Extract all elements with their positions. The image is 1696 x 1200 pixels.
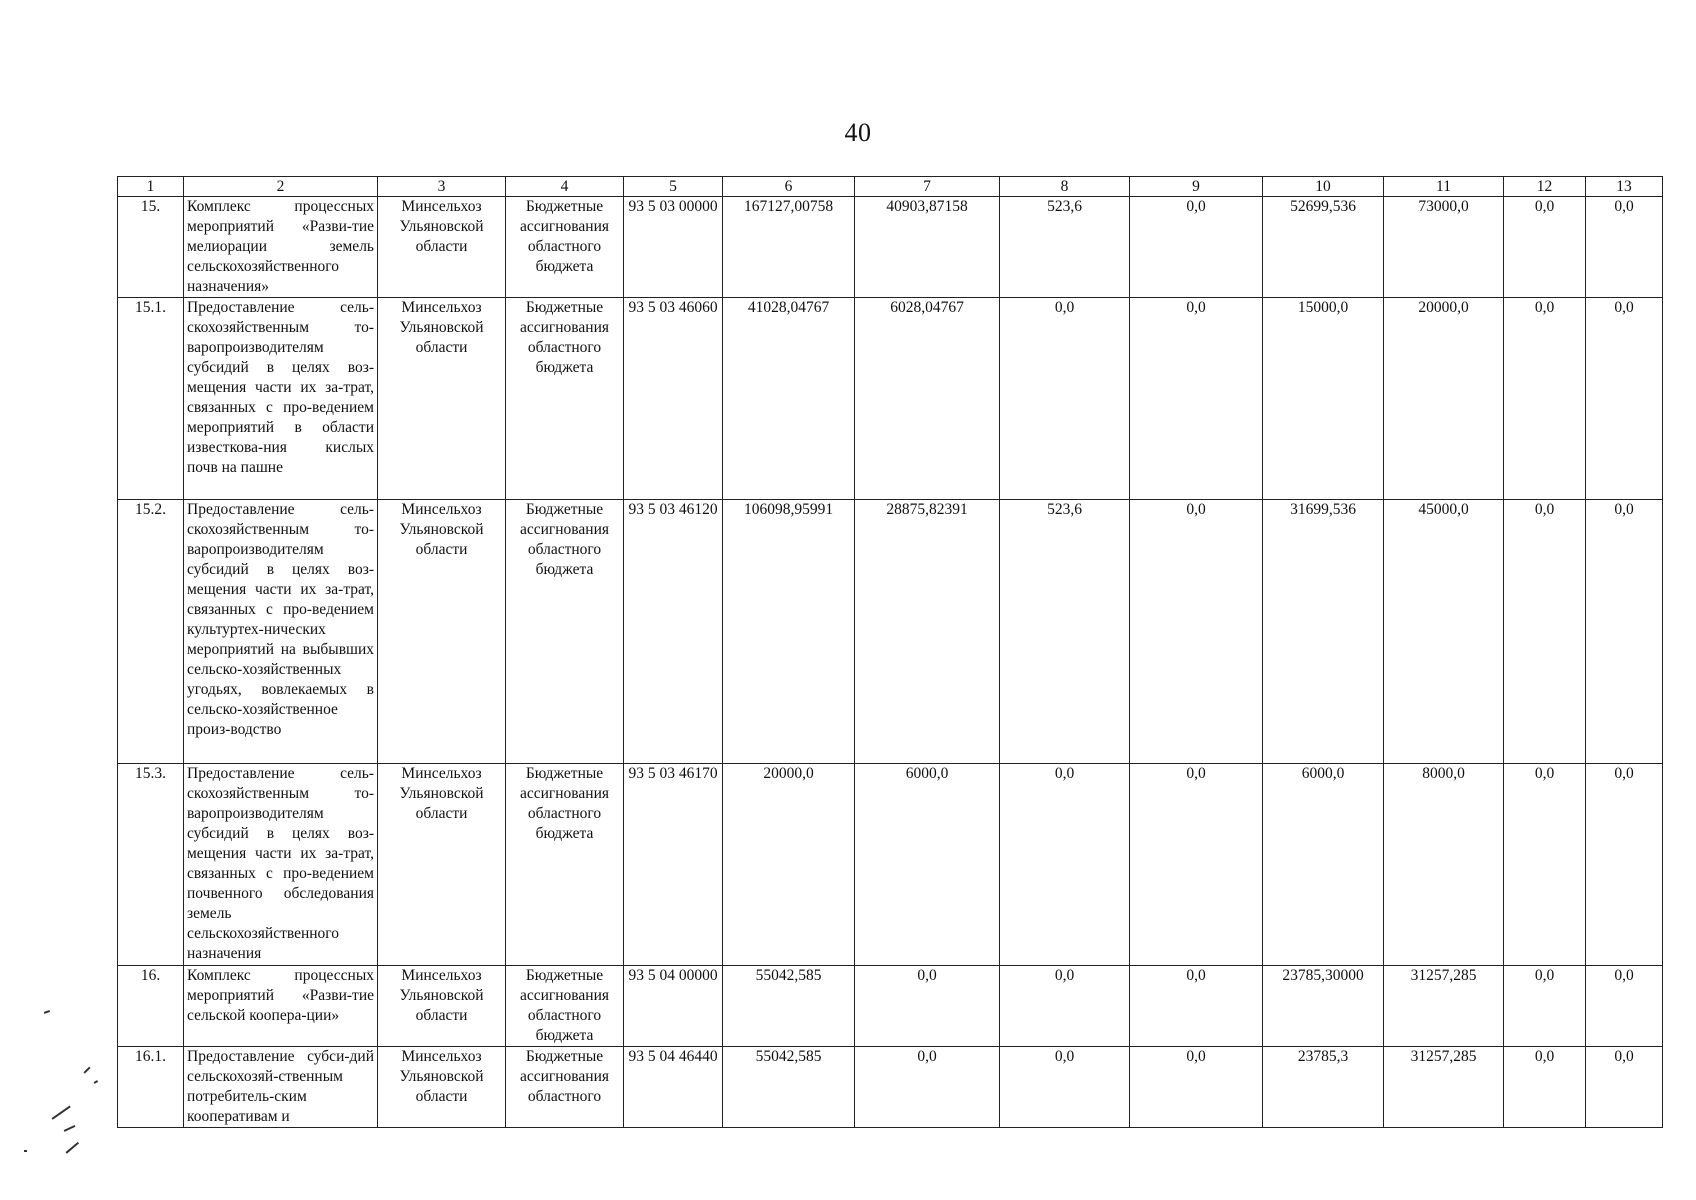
margin-mark: [64, 1125, 76, 1131]
margin-mark: [66, 1142, 79, 1153]
amount-total: 55042,585: [723, 1047, 855, 1128]
table-row: [118, 1047, 1663, 1128]
amount-col13: 0,0: [1586, 1047, 1663, 1128]
amount-col8: 0,0: [1000, 298, 1130, 500]
table-row: [118, 500, 1663, 764]
responsible-executor: Минсельхоз Ульяновской области: [378, 764, 506, 966]
responsible-executor: Минсельхоз Ульяновской области: [378, 1047, 506, 1128]
budget-code: 93 5 03 46170: [624, 764, 723, 966]
amount-col8: 523,6: [1000, 197, 1130, 298]
amount-col13: 0,0: [1586, 298, 1663, 500]
column-header: 6: [723, 177, 855, 197]
amount-col10: 31699,536: [1263, 500, 1384, 764]
row-number: 16.: [118, 966, 184, 1047]
amount-col9: 0,0: [1130, 966, 1263, 1047]
column-number-row: [118, 177, 1663, 197]
amount-col9: 0,0: [1130, 500, 1263, 764]
column-header: 4: [506, 177, 624, 197]
margin-mark: [24, 1150, 27, 1152]
responsible-executor: Минсельхоз Ульяновской области: [378, 500, 506, 764]
amount-col13: 0,0: [1586, 197, 1663, 298]
column-header: 7: [855, 177, 1000, 197]
budget-code: 93 5 04 00000: [624, 966, 723, 1047]
margin-mark: [83, 1067, 90, 1074]
measure-name: Комплекс процессных мероприятий «Разви-тие сельской коопера-ции»: [184, 966, 378, 1047]
funding-source: Бюджетные ассигнования областного бюджета: [506, 764, 624, 966]
column-header: 9: [1130, 177, 1263, 197]
budget-table: [117, 176, 1663, 1128]
amount-col7: 28875,82391: [855, 500, 1000, 764]
column-header: 2: [184, 177, 378, 197]
measure-name: Предоставление сель-скохозяйственным то-варопроизводителям субсидий в целях воз-мещения части их за-трат, связанных с про-ведением культуртех-нических мероприятий на выбывших сельско-хозяйственных угодьях, вовлекаемых в сельско-хозяйственное произ-водство: [184, 500, 378, 764]
funding-source: Бюджетные ассигнования областного: [506, 1047, 624, 1128]
amount-col8: 0,0: [1000, 764, 1130, 966]
column-header: 1: [118, 177, 184, 197]
amount-col7: 0,0: [855, 966, 1000, 1047]
amount-col9: 0,0: [1130, 764, 1263, 966]
table-row: [118, 966, 1663, 1047]
amount-col12: 0,0: [1504, 197, 1586, 298]
amount-col11: 73000,0: [1384, 197, 1504, 298]
column-header: 12: [1504, 177, 1586, 197]
amount-col13: 0,0: [1586, 764, 1663, 966]
amount-total: 106098,95991: [723, 500, 855, 764]
amount-col8: 523,6: [1000, 500, 1130, 764]
amount-col10: 23785,3: [1263, 1047, 1384, 1128]
amount-col7: 40903,87158: [855, 197, 1000, 298]
amount-col12: 0,0: [1504, 966, 1586, 1047]
amount-total: 20000,0: [723, 764, 855, 966]
budget-code: 93 5 04 46440: [624, 1047, 723, 1128]
funding-source: Бюджетные ассигнования областного бюджета: [506, 197, 624, 298]
column-header: 8: [1000, 177, 1130, 197]
amount-col7: 6000,0: [855, 764, 1000, 966]
budget-code: 93 5 03 46120: [624, 500, 723, 764]
measure-name: Предоставление сель-скохозяйственным то-варопроизводителям субсидий в целях воз-мещения части их за-трат, связанных с про-ведением мероприятий в области известкова-ния кислых почв на пашне: [184, 298, 378, 500]
funding-source: Бюджетные ассигнования областного бюджета: [506, 298, 624, 500]
budget-code: 93 5 03 00000: [624, 197, 723, 298]
amount-col10: 23785,30000: [1263, 966, 1384, 1047]
amount-col13: 0,0: [1586, 500, 1663, 764]
amount-col8: 0,0: [1000, 966, 1130, 1047]
budget-code: 93 5 03 46060: [624, 298, 723, 500]
amount-col12: 0,0: [1504, 298, 1586, 500]
funding-source: Бюджетные ассигнования областного бюджета: [506, 966, 624, 1047]
amount-col11: 31257,285: [1384, 1047, 1504, 1128]
table-row: [118, 298, 1663, 500]
amount-col11: 45000,0: [1384, 500, 1504, 764]
amount-col13: 0,0: [1586, 966, 1663, 1047]
measure-name: Предоставление субси-дий сельскохозяй-ственным потребитель-ским кооперативам и: [184, 1047, 378, 1128]
row-number: 16.1.: [118, 1047, 184, 1128]
margin-mark: [52, 1106, 71, 1120]
column-header: 10: [1263, 177, 1384, 197]
amount-col9: 0,0: [1130, 197, 1263, 298]
amount-col9: 0,0: [1130, 1047, 1263, 1128]
amount-total: 167127,00758: [723, 197, 855, 298]
row-number: 15.: [118, 197, 184, 298]
amount-col7: 0,0: [855, 1047, 1000, 1128]
amount-col10: 52699,536: [1263, 197, 1384, 298]
responsible-executor: Минсельхоз Ульяновской области: [378, 197, 506, 298]
row-number: 15.1.: [118, 298, 184, 500]
amount-col12: 0,0: [1504, 500, 1586, 764]
amount-col11: 8000,0: [1384, 764, 1504, 966]
amount-total: 55042,585: [723, 966, 855, 1047]
margin-mark: [94, 1080, 98, 1083]
responsible-executor: Минсельхоз Ульяновской области: [378, 966, 506, 1047]
amount-col10: 6000,0: [1263, 764, 1384, 966]
margin-mark: [44, 1010, 50, 1013]
measure-name: Комплекс процессных мероприятий «Разви-тие мелиорации земель сельскохозяйственного назначения»: [184, 197, 378, 298]
table-row: [118, 764, 1663, 966]
amount-col9: 0,0: [1130, 298, 1263, 500]
amount-col8: 0,0: [1000, 1047, 1130, 1128]
row-number: 15.3.: [118, 764, 184, 966]
amount-col7: 6028,04767: [855, 298, 1000, 500]
responsible-executor: Минсельхоз Ульяновской области: [378, 298, 506, 500]
measure-name: Предоставление сель-скохозяйственным то-варопроизводителям субсидий в целях воз-мещения части их за-трат, связанных с про-ведением почвенного обследования земель сельскохозяйственного назначения: [184, 764, 378, 966]
amount-col12: 0,0: [1504, 1047, 1586, 1128]
amount-col11: 20000,0: [1384, 298, 1504, 500]
amount-col11: 31257,285: [1384, 966, 1504, 1047]
funding-source: Бюджетные ассигнования областного бюджета: [506, 500, 624, 764]
page-number: 40: [844, 118, 872, 147]
table-row: [118, 197, 1663, 298]
row-number: 15.2.: [118, 500, 184, 764]
column-header: 5: [624, 177, 723, 197]
amount-col10: 15000,0: [1263, 298, 1384, 500]
column-header: 11: [1384, 177, 1504, 197]
column-header: 13: [1586, 177, 1663, 197]
amount-total: 41028,04767: [723, 298, 855, 500]
amount-col12: 0,0: [1504, 764, 1586, 966]
column-header: 3: [378, 177, 506, 197]
